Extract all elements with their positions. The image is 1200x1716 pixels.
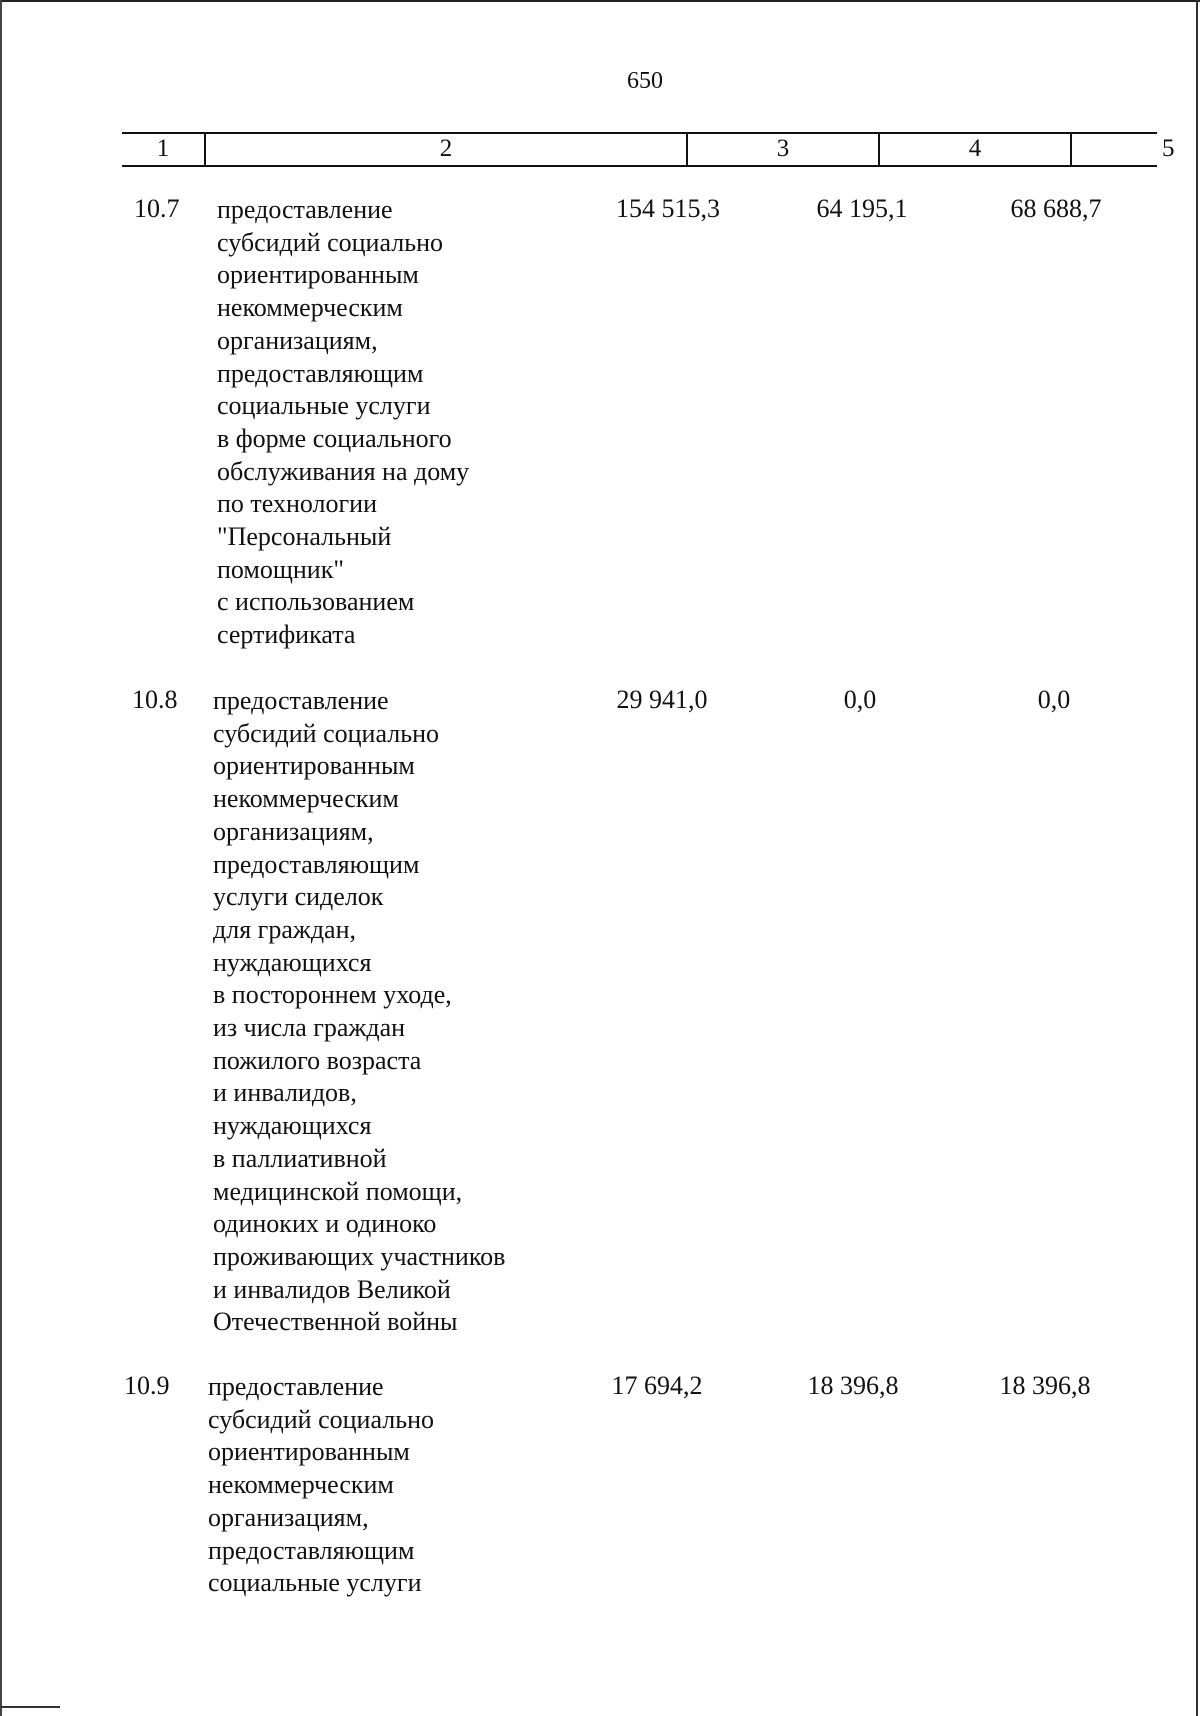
- page-number: 650: [627, 68, 663, 94]
- row-number: 10.7: [134, 194, 180, 223]
- row-value-col4: 18 396,8: [807, 1371, 899, 1400]
- table-header: [122, 132, 1175, 168]
- row-value-col4: 64 195,1: [816, 194, 908, 223]
- header-col-5: 5: [1162, 135, 1175, 162]
- scan-mark-bottom: [0, 1706, 60, 1708]
- header-col-1: 1: [156, 135, 170, 162]
- row-value-col3: 17 694,2: [611, 1371, 703, 1400]
- scan-border-left: [0, 0, 2, 1716]
- row-value-col5: 0,0: [1037, 685, 1071, 714]
- row-description: предоставление субсидий социально ориентированным некоммерческим организациям, предоставляющим социальные услуги: [208, 1372, 434, 1598]
- row-value-col3: 154 515,3: [616, 194, 720, 223]
- row-value-col5: 18 396,8: [999, 1371, 1091, 1400]
- row-description: предоставление субсидий социально ориентированным некоммерческим организациям, предоставляющим социальные услуги в форме социального обслуживания на дому по технологии "Персональный помощник" с использованием сертификата: [217, 195, 470, 650]
- row-value-col5: 68 688,7: [1010, 194, 1102, 223]
- header-col-2: 2: [439, 135, 453, 162]
- header-col-3: 3: [776, 135, 790, 162]
- header-col-4: 4: [968, 135, 982, 162]
- row-value-col4: 0,0: [843, 685, 877, 714]
- scan-border-right: [1196, 0, 1198, 1716]
- row-number: 10.9: [124, 1371, 170, 1400]
- header-bottom-rule: [122, 165, 1157, 167]
- row-value-col3: 29 941,0: [616, 685, 708, 714]
- row-number: 10.8: [132, 685, 178, 714]
- row-description: предоставление субсидий социально ориентированным некоммерческим организациям, предоставляющим услуги сиделок для граждан, нуждающихся в постороннем уходе, из числа граждан пожилого возраста и инвалидов, нуждающихся в паллиативной медицинской помощи, одиноких и одиноко проживающих участников и инвалидов Великой Отечественной войны: [213, 686, 506, 1337]
- scan-border-top: [0, 0, 1200, 2]
